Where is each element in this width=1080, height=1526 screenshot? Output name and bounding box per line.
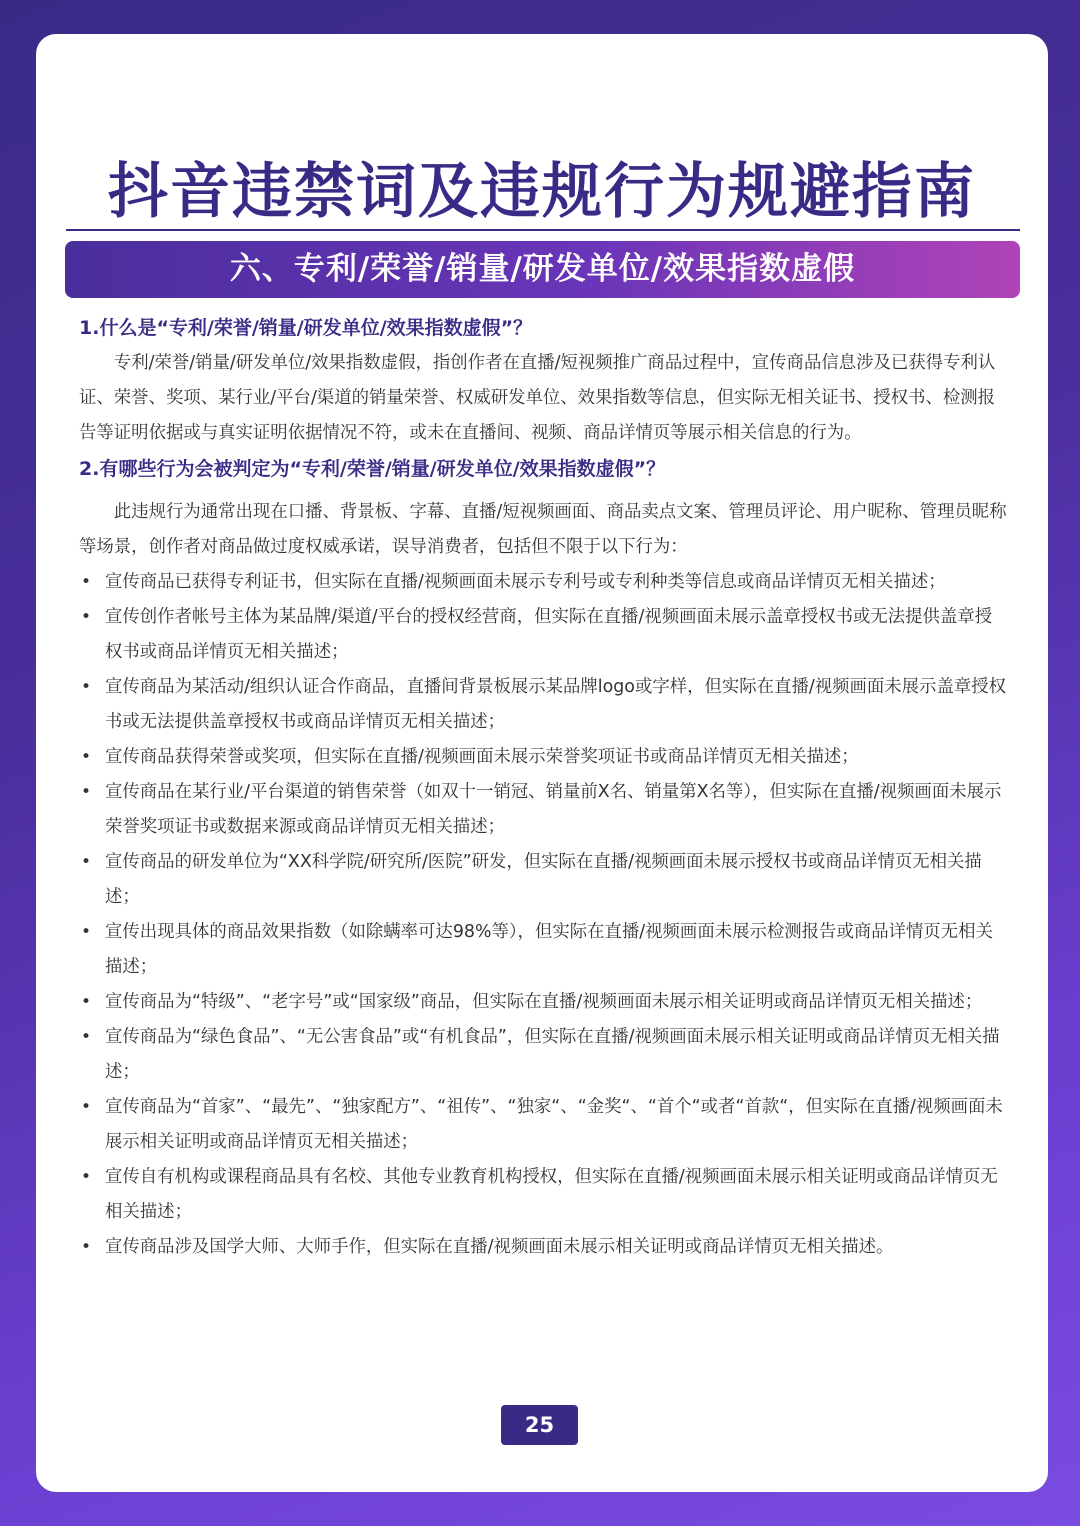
list-item — [79, 1230, 1009, 1265]
list-item-text: 宣传出现具体的商品效果指数（如除螨率可达98%等），但实际在直播/视频画面未展示检测报告或商品详情页无相关描述； — [105, 922, 993, 977]
bullet-icon: • — [81, 1237, 92, 1257]
list-item — [79, 985, 1009, 1020]
bullet-icon: • — [81, 572, 92, 592]
document-body — [79, 310, 1009, 1265]
bullet-icon: • — [81, 747, 92, 767]
question-1-heading: 1.什么是“专利/荣誉/销量/研发单位/效果指数虚假”？ — [79, 317, 533, 339]
bullet-icon: • — [81, 607, 92, 627]
bullet-icon: • — [81, 1097, 92, 1117]
bullet-icon: • — [81, 852, 92, 872]
question-2-heading: 2.有哪些行为会被判定为“专利/荣誉/销量/研发单位/效果指数虚假”？ — [79, 458, 666, 480]
bullet-icon: • — [81, 677, 92, 697]
bullet-icon: • — [81, 1167, 92, 1187]
list-item-text: 宣传商品的研发单位为“XX科学院/研究所/医院”研发，但实际在直播/视频画面未展示授权书或商品详情页无相关描述； — [105, 852, 982, 907]
list-item — [79, 845, 1009, 915]
page-number: 25 — [501, 1405, 578, 1445]
bullet-icon: • — [81, 992, 92, 1012]
list-item-text: 宣传商品获得荣誉或奖项，但实际在直播/视频画面未展示荣誉奖项证书或商品详情页无相关描述； — [105, 747, 859, 767]
list-item-text: 宣传商品为“首家”、“最先”、“独家配方”、“祖传”、“独家“、“金奖“、“首个“或者“首款“，但实际在直播/视频画面未展示相关证明或商品详情页无相关描述； — [105, 1097, 1003, 1152]
list-item — [79, 1090, 1009, 1160]
bullet-icon: • — [81, 782, 92, 802]
question-2-intro: 此违规行为通常出现在口播、背景板、字幕、直播/短视频画面、商品卖点文案、管理员评论、用户昵称、管理员昵称等场景，创作者对商品做过度权威承诺，误导消费者，包括但不限于以下行为： — [79, 502, 1007, 557]
list-item-text: 宣传商品为某活动/组织认证合作商品，直播间背景板展示某品牌logo或字样，但实际在直播/视频画面未展示盖章授权书或无法提供盖章授权书或商品详情页无相关描述； — [105, 677, 1007, 732]
list-item — [79, 565, 1009, 600]
bullet-icon: • — [81, 922, 92, 942]
list-item — [79, 740, 1009, 775]
question-1-body: 专利/荣誉/销量/研发单位/效果指数虚假，指创作者在直播/短视频推广商品过程中，宣传商品信息涉及已获得专利认证、荣誉、奖项、某行业/平台/渠道的销量荣誉、权威研发单位、效果指数等信息，但实际无相关证书、授权书、检测报告等证明依据或与真实证明依据情况不符，或未在直播间、视频、商品详情页等展示相关信息的行为。 — [79, 353, 996, 443]
list-item — [79, 1020, 1009, 1090]
list-item-text: 宣传商品涉及国学大师、大师手作，但实际在直播/视频画面未展示相关证明或商品详情页无相关描述。 — [105, 1237, 894, 1257]
list-item-text: 宣传商品在某行业/平台渠道的销售荣誉（如双十一销冠、销量前X名、销量第X名等），但实际在直播/视频画面未展示荣誉奖项证书或数据来源或商品详情页无相关描述； — [105, 782, 1002, 837]
list-item — [79, 600, 1009, 670]
page-card — [36, 34, 1048, 1492]
violation-list — [79, 565, 1009, 1265]
section-banner: 六、专利/荣誉/销量/研发单位/效果指数虚假 — [65, 241, 1020, 298]
list-item — [79, 775, 1009, 845]
list-item — [79, 670, 1009, 740]
list-item-text: 宣传创作者帐号主体为某品牌/渠道/平台的授权经营商，但实际在直播/视频画面未展示盖章授权书或无法提供盖章授权书或商品详情页无相关描述； — [105, 607, 993, 662]
list-item-text: 宣传商品为“绿色食品”、“无公害食品”或“有机食品”，但实际在直播/视频画面未展示相关证明或商品详情页无相关描述； — [105, 1027, 1000, 1082]
document-title: 抖音违禁词及违规行为规避指南 — [108, 157, 976, 227]
list-item-text: 宣传自有机构或课程商品具有名校、其他专业教育机构授权，但实际在直播/视频画面未展示相关证明或商品详情页无相关描述； — [105, 1167, 998, 1222]
list-item — [79, 915, 1009, 985]
list-item-text: 宣传商品为“特级”、“老字号”或“国家级”商品，但实际在直播/视频画面未展示相关证明或商品详情页无相关描述； — [105, 992, 983, 1012]
list-item-text: 宣传商品已获得专利证书，但实际在直播/视频画面未展示专利号或专利种类等信息或商品详情页无相关描述； — [105, 572, 946, 592]
list-item — [79, 1160, 1009, 1230]
bullet-icon: • — [81, 1027, 92, 1047]
title-divider — [66, 229, 1020, 231]
